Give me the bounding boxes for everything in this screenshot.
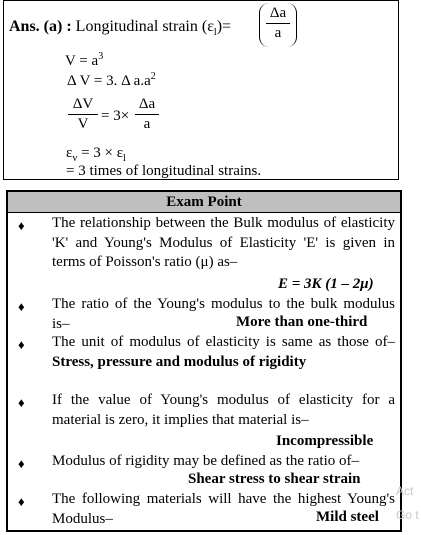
answer-prefix: Longitudinal strain (ε (71, 18, 214, 35)
item-6-answer: Mild steel (316, 509, 379, 525)
conclusion-line: = 3 times of longitudinal strains. (66, 163, 262, 179)
bullet-icon: ♦ (18, 456, 25, 471)
ratio-denominator: a (274, 25, 282, 41)
volume-eq-exp: 3 (98, 51, 104, 62)
volumetric-strain-eq (66, 145, 126, 164)
watermark-line-1: Act (396, 484, 414, 498)
exam-point-item-1 (52, 214, 395, 273)
item-6-question: The following materials will have the highest Young's Modulus– (52, 491, 395, 527)
dv-numerator: ΔV (72, 96, 94, 112)
fraction-bar (68, 114, 98, 115)
item-5-answer: Shear stress to shear strain (188, 471, 361, 487)
item-2-answer: More than one-third (236, 314, 368, 330)
exam-point-box (6, 190, 402, 532)
answer-line (9, 18, 231, 38)
fraction-bar (135, 114, 159, 115)
ratio-fraction (266, 5, 290, 42)
answer-suffix: )= (216, 18, 232, 35)
bullet-icon: ♦ (18, 218, 25, 233)
item-4-answer: Incompressible (276, 433, 374, 449)
item-1-answer: E = 3K (1 – 2μ) (278, 276, 374, 292)
volume-eq (65, 53, 103, 70)
volume-eq-text: V = a (65, 53, 99, 69)
epsilon-rest: = 3 × ε (77, 145, 124, 161)
bullet-icon: ♦ (18, 494, 25, 509)
exam-point-item-3 (52, 333, 395, 372)
ratio-numerator: Δa (269, 5, 287, 21)
epsilon-v-sub: v (72, 153, 78, 164)
fraction-bar (266, 23, 290, 24)
dv-fraction (68, 96, 98, 133)
item-5-question: Modulus of rigidity may be defined as the ratio of– (52, 453, 360, 469)
item-2-question: The ratio of the Young's modulus to the bulk modulus is– (52, 296, 395, 332)
da-fraction (135, 96, 159, 133)
delta-volume-eq (67, 73, 156, 90)
item-1-question: The relationship between the Bulk modulus of elasticity 'K' and Young's Modulus of Elasticity 'E' is given in terms of Poisson's ratio (μ) as– (52, 215, 395, 270)
answer-sub: l (213, 27, 217, 39)
item-4-question: If the value of Young's modulus of elasticity for a material is zero, it implies that material is– (52, 392, 395, 428)
epsilon-v: ε (66, 145, 73, 161)
epsilon-l-sub: l (123, 153, 126, 164)
exam-point-item-4 (52, 391, 395, 430)
delta-volume-exp: 2 (150, 71, 156, 82)
da-numerator: Δa (138, 96, 156, 112)
item-3-answer: Stress, pressure and modulus of rigidity (52, 353, 307, 370)
bullet-icon: ♦ (18, 395, 25, 410)
dv-denominator: V (77, 116, 89, 132)
exam-point-item-5 (52, 452, 395, 472)
watermark-line-2: Go t (396, 508, 419, 522)
exam-point-title: Exam Point (8, 192, 400, 213)
item-3-question: The unit of modulus of elasticity is same as those of– (52, 334, 395, 350)
delta-volume-text: Δ V = 3. Δ a.a (67, 73, 151, 89)
da-denominator: a (143, 116, 151, 132)
answer-label: Ans. (a) : (9, 18, 72, 35)
bullet-icon: ♦ (18, 337, 25, 352)
bullet-icon: ♦ (18, 299, 25, 314)
answer-box (3, 0, 399, 180)
times-sign: = 3× (101, 108, 130, 124)
